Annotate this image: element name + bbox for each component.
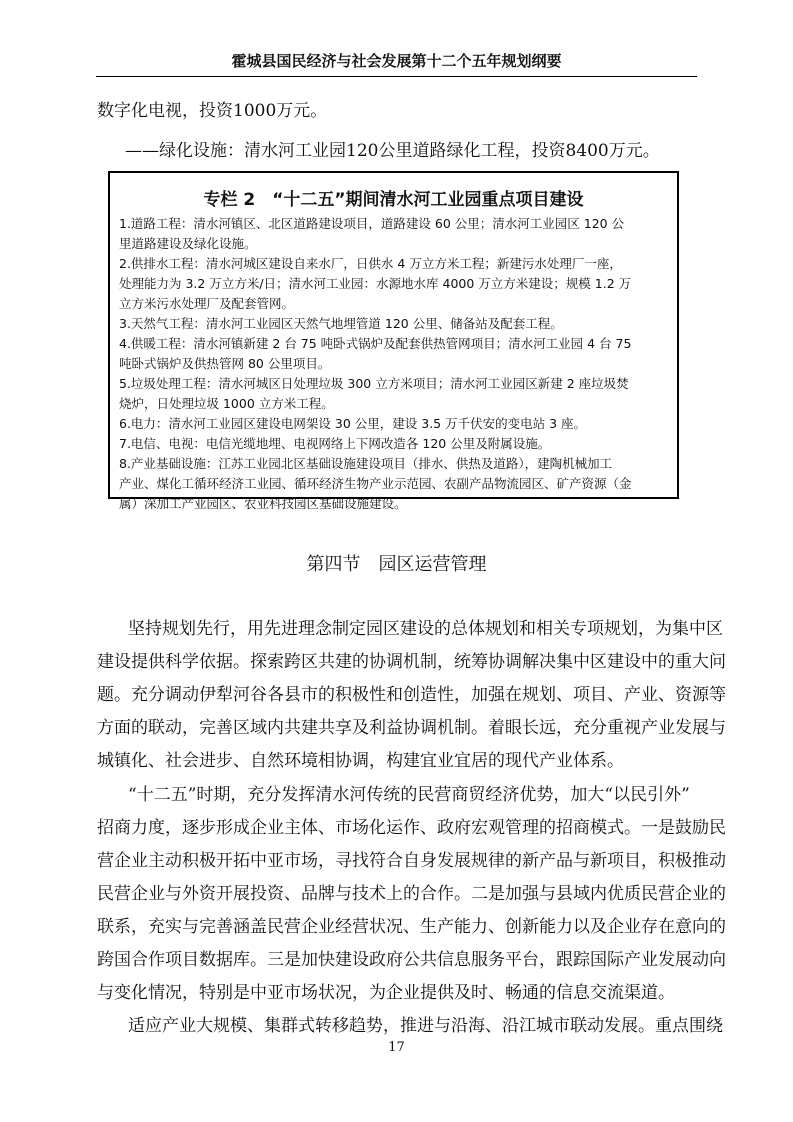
box-title: 专栏 2 “十二五”期间清水河工业园重点项目建设 — [203, 190, 584, 210]
box-line: 处理能力为 3.2 万立方米/日；清水河工业园：水源地水库 4000 万立方米建设；规模 1.2 万 — [119, 276, 632, 291]
body-line: 与变化情况，特别是中亚市场状况，为企业提供及时、畅通的信息交流渠道。 — [97, 983, 675, 1003]
body-line: 坚持规划先行，用先进理念制定园区建设的总体规划和相关专项规划，为集中区 — [128, 619, 723, 639]
body-line: 方面的联动，完善区域内共建共享及利益协调机制。着眼长远，充分重视产业发展与 — [97, 718, 726, 738]
body-line: 营企业主动积极开拓中亚市场，寻找符合自身发展规律的新产品与新项目，积极推动 — [97, 851, 726, 871]
paragraph-line: 数字化电视，投资1000万元。 — [97, 101, 328, 121]
box-line: 吨卧式锅炉及供热管网 80 公里项目。 — [119, 356, 331, 371]
box-line: 属）深加工产业园区、农业科技园区基础设施建设。 — [119, 496, 407, 511]
box-line: 烧炉，日处理垃圾 1000 立方米工程。 — [119, 396, 334, 411]
box-line: 立方米污水处理厂及配套管网。 — [119, 296, 295, 311]
body-line: 民营企业与外资开展投资、品牌与技术上的合作。二是加强与县域内优质民营企业的 — [97, 884, 726, 904]
page-number: 17 — [388, 1040, 405, 1055]
body-line: 题。充分调动伊犁河谷各县市的积极性和创造性，加强在规划、项目、产业、资源等 — [97, 685, 726, 705]
box-line: 6.电力：清水河工业园区建设电网架设 30 公里，建设 3.5 万千伏安的变电站 3 座。 — [119, 416, 587, 431]
box-line: 7.电信、电视：电信光缆地埋、电视网络上下网改造各 120 公里及附属设施。 — [119, 436, 551, 451]
box-line: 1.道路工程：清水河镇区、北区道路建设项目，道路建设 60 公里；清水河工业园区 120 公 — [119, 216, 625, 231]
paragraph-line: ——绿化设施：清水河工业园120公里道路绿化工程，投资8400万元。 — [125, 141, 660, 161]
body-line: 招商力度，逐步形成企业主体、市场化运作、政府宏观管理的招商模式。一是鼓励民 — [97, 818, 726, 838]
header-rule — [96, 76, 697, 77]
body-line: 建设提供科学依据。探索跨区共建的协调机制，统筹协调解决集中区建设中的重大问 — [97, 652, 726, 672]
section-heading: 第四节 园区运营管理 — [306, 554, 487, 575]
box-line: 2.供排水工程：清水河城区建设自来水厂，日供水 4 万立方米工程；新建污水处理厂一座， — [119, 256, 622, 271]
box-line: 8.产业基础设施：江苏工业园北区基础设施建设项目（排水、供热及道路），建陶机械加工 — [119, 456, 613, 471]
box-line: 产业、煤化工循环经济工业园、循环经济生物产业示范园、农副产品物流园区、矿产资源（金 — [119, 476, 632, 491]
box-line: 5.垃圾处理工程：清水河城区日处理垃圾 300 立方米项目；清水河工业园区新建 2 座垃圾焚 — [119, 376, 629, 391]
body-line: 跨国合作项目数据库。三是加快建设政府公共信息服务平台，跟踪国际产业发展动向 — [97, 950, 726, 970]
box-line: 3.天然气工程：清水河工业园区天然气地埋管道 120 公里、储备站及配套工程。 — [119, 316, 563, 331]
body-line: 城镇化、社会进步、自然环境相协调，构建宜业宜居的现代产业体系。 — [97, 751, 624, 771]
page-header-title: 霍城县国民经济与社会发展第十二个五年规划纲要 — [231, 52, 562, 70]
body-line: 联系，充实与完善涵盖民营企业经营状况、生产能力、创新能力以及企业存在意向的 — [97, 917, 726, 937]
project-box — [108, 171, 679, 511]
body-line: 适应产业大规模、集群式转移趋势，推进与沿海、沿江城市联动发展。重点围绕 — [128, 1016, 723, 1036]
box-line: 4.供暖工程：清水河镇新建 2 台 75 吨卧式锅炉及配套供热管网项目；清水河工业园 4 台 75 — [119, 336, 632, 351]
body-line: “十二五”时期，充分发挥清水河传统的民营商贸经济优势，加大“以民引外” — [128, 785, 690, 805]
box-line: 里道路建设及绿化设施。 — [119, 236, 257, 251]
